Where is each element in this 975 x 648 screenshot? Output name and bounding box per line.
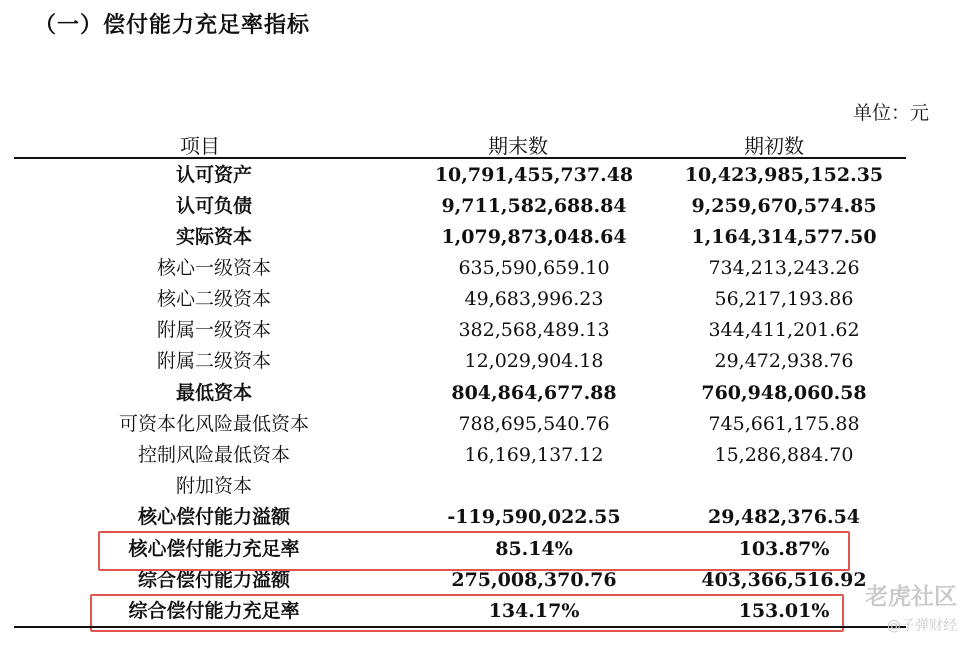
column-header-end: 期末数 xyxy=(488,134,548,158)
row-begin-value: 15,286,884.70 xyxy=(714,444,854,466)
row-label: 核心偿付能力溢额 xyxy=(137,506,290,528)
row-label: 控制风险最低资本 xyxy=(137,444,290,466)
table-row xyxy=(14,222,906,253)
row-begin-value: 153.01% xyxy=(738,600,830,622)
unit-label: 单位：元 xyxy=(852,102,929,124)
table-row xyxy=(14,191,906,222)
row-begin-value xyxy=(664,471,904,502)
row-end-value: 16,169,137.12 xyxy=(464,444,604,466)
table-row xyxy=(14,440,906,471)
row-label: 附加资本 xyxy=(175,475,252,497)
table-row xyxy=(14,409,906,440)
row-label: 最低资本 xyxy=(175,382,252,404)
row-label: 认可负债 xyxy=(175,195,252,217)
row-label: 综合偿付能力充足率 xyxy=(128,600,300,622)
row-begin-value: 29,482,376.54 xyxy=(707,506,861,528)
row-end-value: 804,864,677.88 xyxy=(451,382,617,404)
row-label: 核心偿付能力充足率 xyxy=(128,538,300,560)
row-end-value: -119,590,022.55 xyxy=(447,506,621,528)
row-end-value: 788,695,540.76 xyxy=(458,413,610,435)
row-begin-value: 103.87% xyxy=(738,538,830,560)
table-bottom-rule xyxy=(14,626,906,628)
row-end-value: 12,029,904.18 xyxy=(464,350,604,372)
table-row xyxy=(14,315,906,346)
row-label: 附属一级资本 xyxy=(156,319,271,341)
row-end-value: 275,008,370.76 xyxy=(451,569,617,591)
row-begin-value: 56,217,193.86 xyxy=(714,288,854,310)
table-row xyxy=(14,378,906,409)
row-begin-value: 29,472,938.76 xyxy=(714,350,854,372)
row-label: 核心一级资本 xyxy=(156,257,271,279)
table-row xyxy=(14,284,906,315)
row-begin-value: 734,213,243.26 xyxy=(708,257,860,279)
table-row xyxy=(14,471,906,502)
row-label: 认可资产 xyxy=(175,164,252,186)
row-begin-value: 1,164,314,577.50 xyxy=(691,226,877,248)
watermark-handle: @子弹财经 xyxy=(887,618,957,634)
row-end-value: 134.17% xyxy=(488,600,580,622)
column-header-item: 项目 xyxy=(180,134,220,158)
table-row xyxy=(14,502,906,533)
column-header-begin: 期初数 xyxy=(744,134,804,158)
row-end-value: 49,683,996.23 xyxy=(464,288,604,310)
section-heading: （一）偿付能力充足率指标 xyxy=(34,13,311,38)
row-label: 可资本化风险最低资本 xyxy=(118,413,309,435)
row-end-value: 635,590,659.10 xyxy=(458,257,610,279)
row-label: 核心二级资本 xyxy=(156,288,271,310)
row-end-value: 85.14% xyxy=(495,538,573,560)
row-begin-value: 403,366,516.92 xyxy=(701,569,867,591)
table-row xyxy=(14,160,906,191)
row-end-value: 1,079,873,048.64 xyxy=(441,226,627,248)
row-label: 综合偿付能力溢额 xyxy=(137,569,290,591)
row-begin-value: 745,661,175.88 xyxy=(708,413,860,435)
row-end-value xyxy=(414,471,654,502)
row-begin-value: 9,259,670,574.85 xyxy=(691,195,877,217)
table-row xyxy=(14,346,906,377)
row-end-value: 10,791,455,737.48 xyxy=(434,164,634,186)
row-end-value: 382,568,489.13 xyxy=(458,319,610,341)
table-top-rule xyxy=(14,157,906,159)
row-begin-value: 344,411,201.62 xyxy=(708,319,860,341)
row-label: 附属二级资本 xyxy=(156,350,271,372)
watermark-logo: 老虎社区 xyxy=(865,584,957,610)
row-end-value: 9,711,582,688.84 xyxy=(441,195,627,217)
row-begin-value: 760,948,060.58 xyxy=(701,382,867,404)
table-row xyxy=(14,253,906,284)
row-begin-value: 10,423,985,152.35 xyxy=(684,164,884,186)
highlight-box-core-ratio xyxy=(98,531,850,571)
row-label: 实际资本 xyxy=(175,226,252,248)
